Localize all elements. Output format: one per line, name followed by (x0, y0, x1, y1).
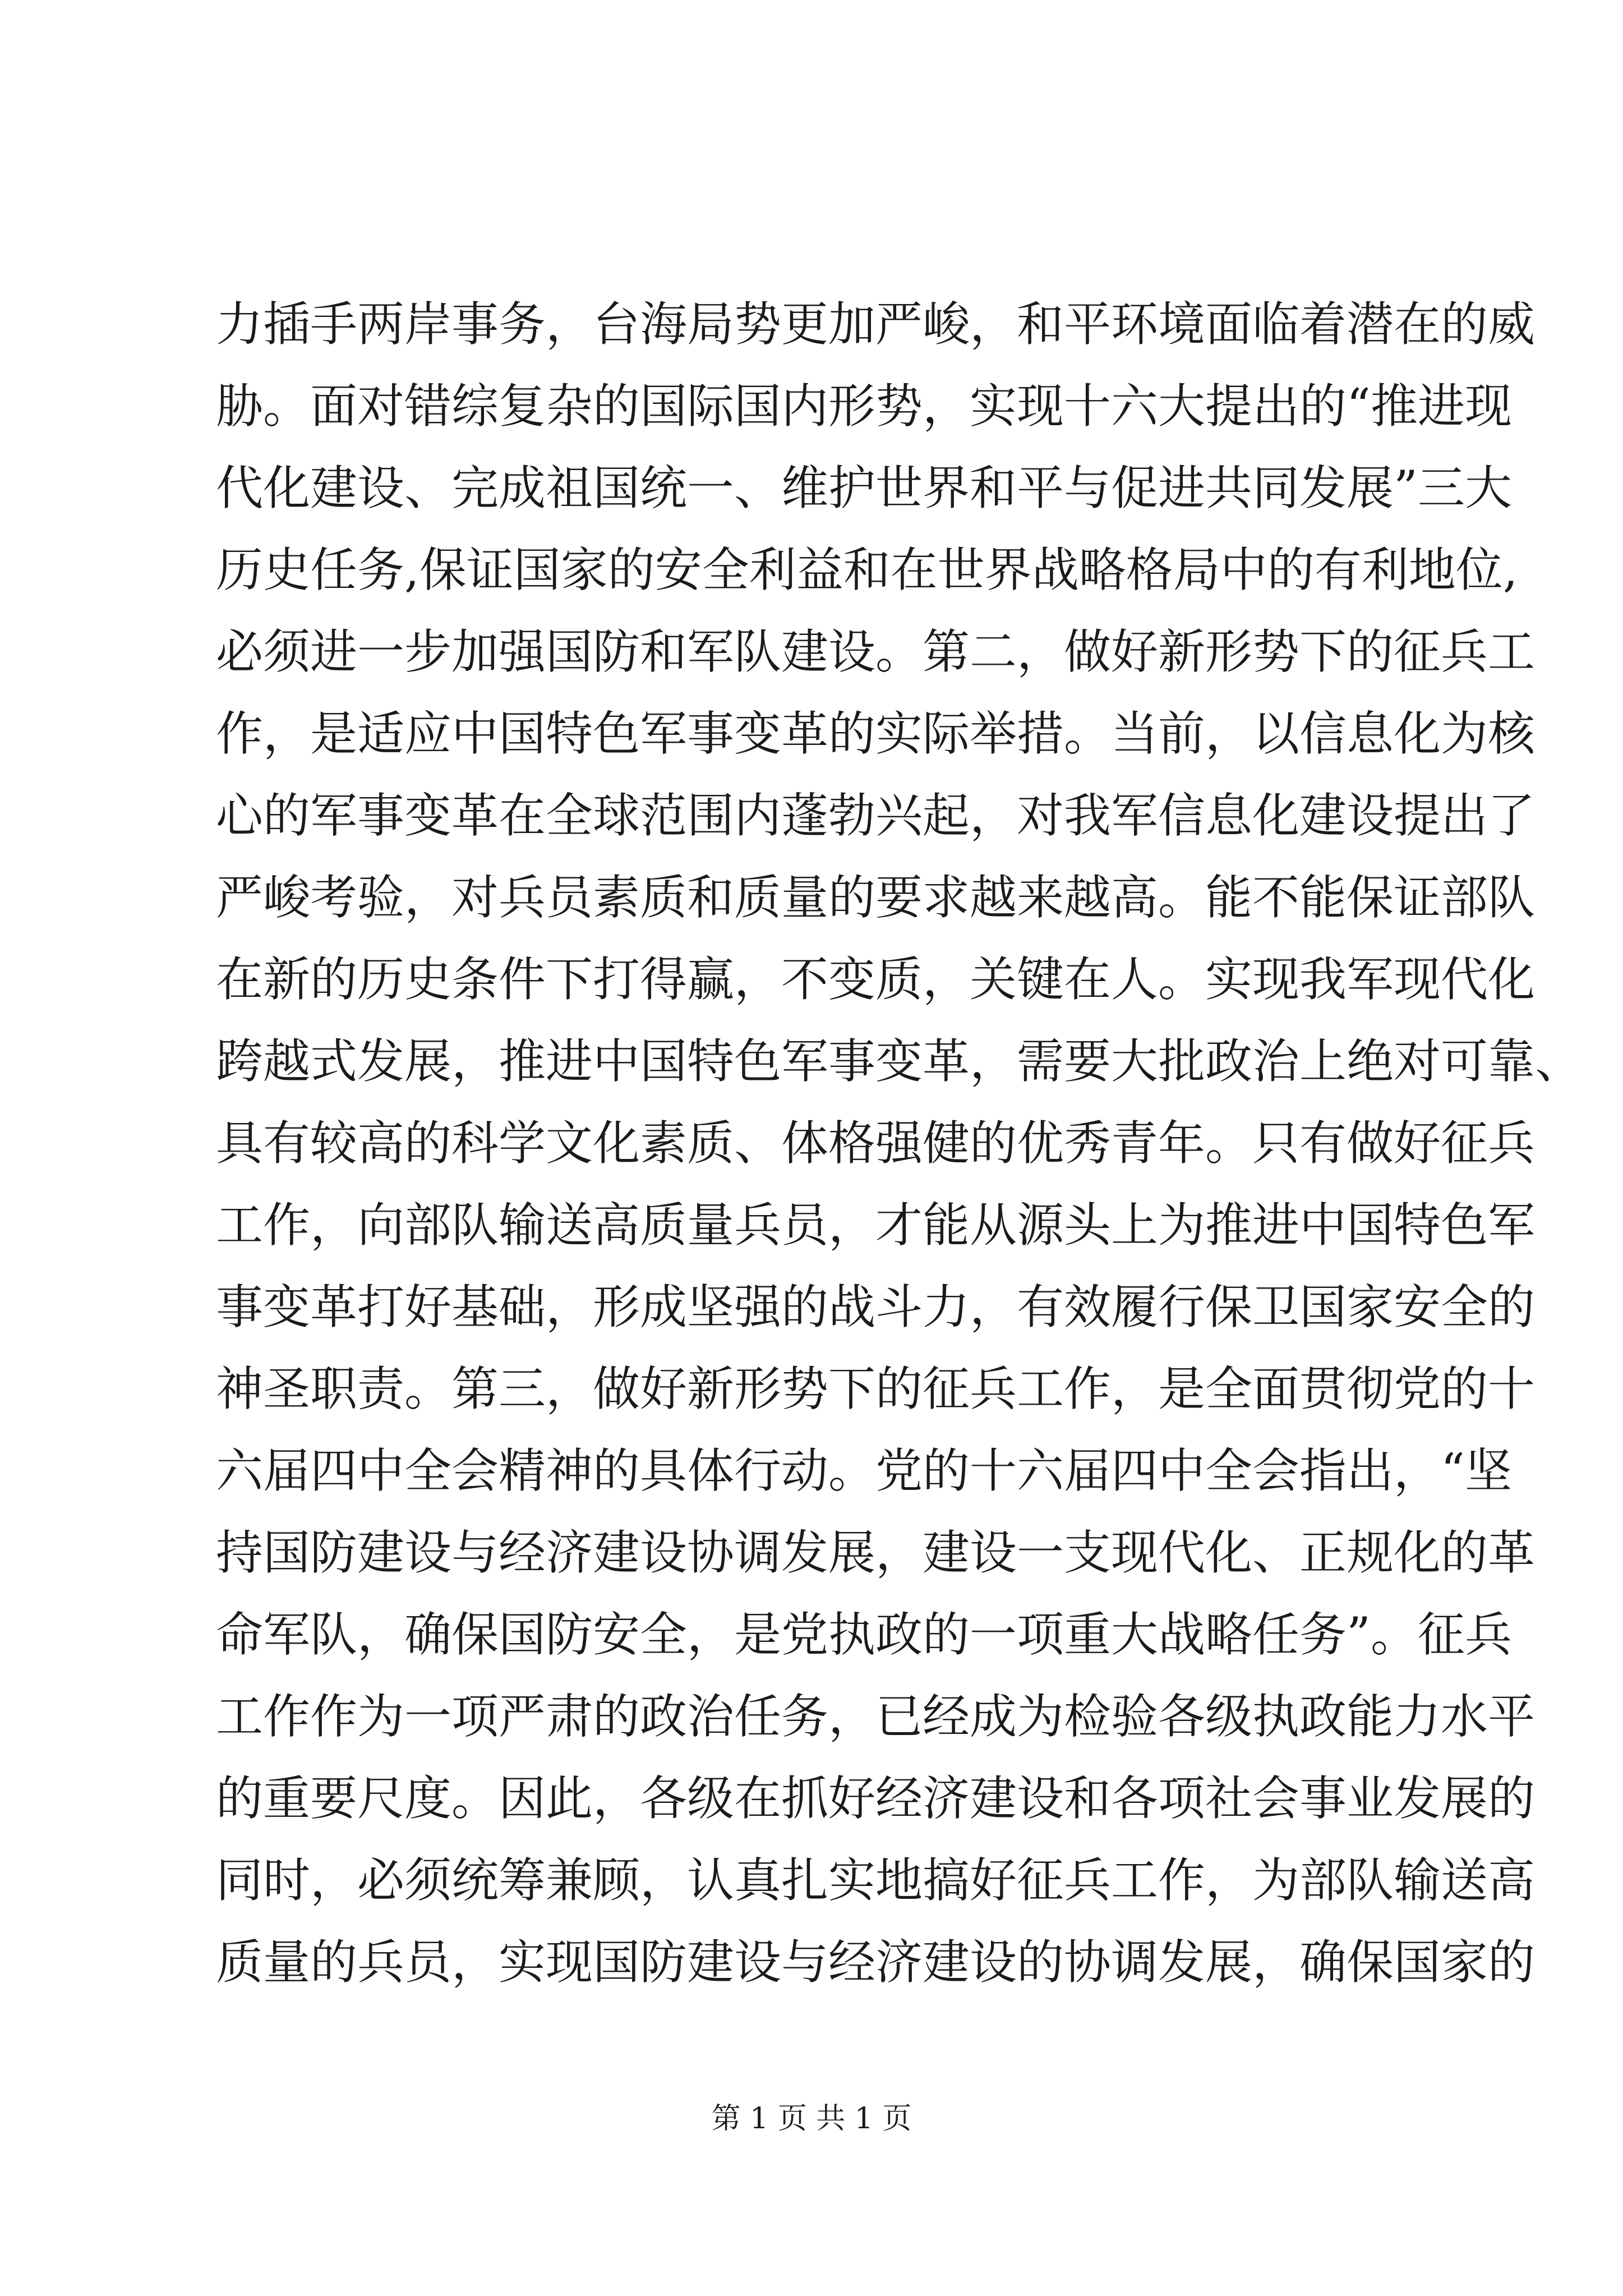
text-line: 代化建设、完成祖国统一、维护世界和平与促进共同发展”三大 (216, 461, 1512, 516)
body-text (216, 283, 1583, 2003)
text-line: 必须进一步加强国防和军队建设。第二，做好新形势下的征兵工 (216, 624, 1536, 679)
text-line: 神圣职责。第三，做好新形势下的征兵工作，是全面贯彻党的十 (216, 1361, 1536, 1416)
text-line: 作，是适应中国特色军事变革的实际举措。当前，以信息化为核 (216, 706, 1536, 761)
text-line: 持国防建设与经济建设协调发展，建设一支现代化、正规化的革 (216, 1525, 1536, 1580)
text-line: 胁。面对错综复杂的国际国内形势，实现十六大提出的“推进现 (216, 379, 1512, 434)
text-line: 跨越式发展，推进中国特色军事变革，需要大批政治上绝对可靠、 (216, 1034, 1583, 1089)
text-line: 具有较高的科学文化素质、体格强健的优秀青年。只有做好征兵 (216, 1116, 1536, 1171)
text-line: 心的军事变革在全球范围内蓬勃兴起，对我军信息化建设提出了 (216, 788, 1536, 843)
text-line: 力插手两岸事务，台海局势更加严峻，和平环境面临着潜在的威 (216, 297, 1536, 352)
text-line: 同时，必须统筹兼顾，认真扎实地搞好征兵工作，为部队输送高 (216, 1853, 1536, 1908)
text-line: 质量的兵员，实现国防建设与经济建设的协调发展，确保国家的 (216, 1935, 1536, 1990)
page-number-label: 第 1 页 共 1 页 (711, 2102, 912, 2136)
text-line: 命军队，确保国防安全，是党执政的一项重大战略任务”。征兵 (216, 1607, 1512, 1662)
text-line: 在新的历史条件下打得赢，不变质，关键在人。实现我军现代化 (216, 952, 1536, 1007)
text-line: 历史任务,保证国家的安全利益和在世界战略格局中的有利地位, (216, 542, 1518, 597)
text-line: 工作作为一项严肃的政治任务，已经成为检验各级执政能力水平 (216, 1689, 1536, 1744)
text-line: 六届四中全会精神的具体行动。党的十六届四中全会指出，“坚 (216, 1443, 1512, 1498)
text-line: 的重要尺度。因此，各级在抓好经济建设和各项社会事业发展的 (216, 1771, 1536, 1826)
page-footer (0, 2099, 1623, 2138)
text-line: 工作，向部队输送高质量兵员，才能从源头上为推进中国特色军 (216, 1198, 1536, 1253)
text-line: 事变革打好基础，形成坚强的战斗力，有效履行保卫国家安全的 (216, 1280, 1536, 1335)
text-line: 严峻考验，对兵员素质和质量的要求越来越高。能不能保证部队 (216, 870, 1536, 925)
